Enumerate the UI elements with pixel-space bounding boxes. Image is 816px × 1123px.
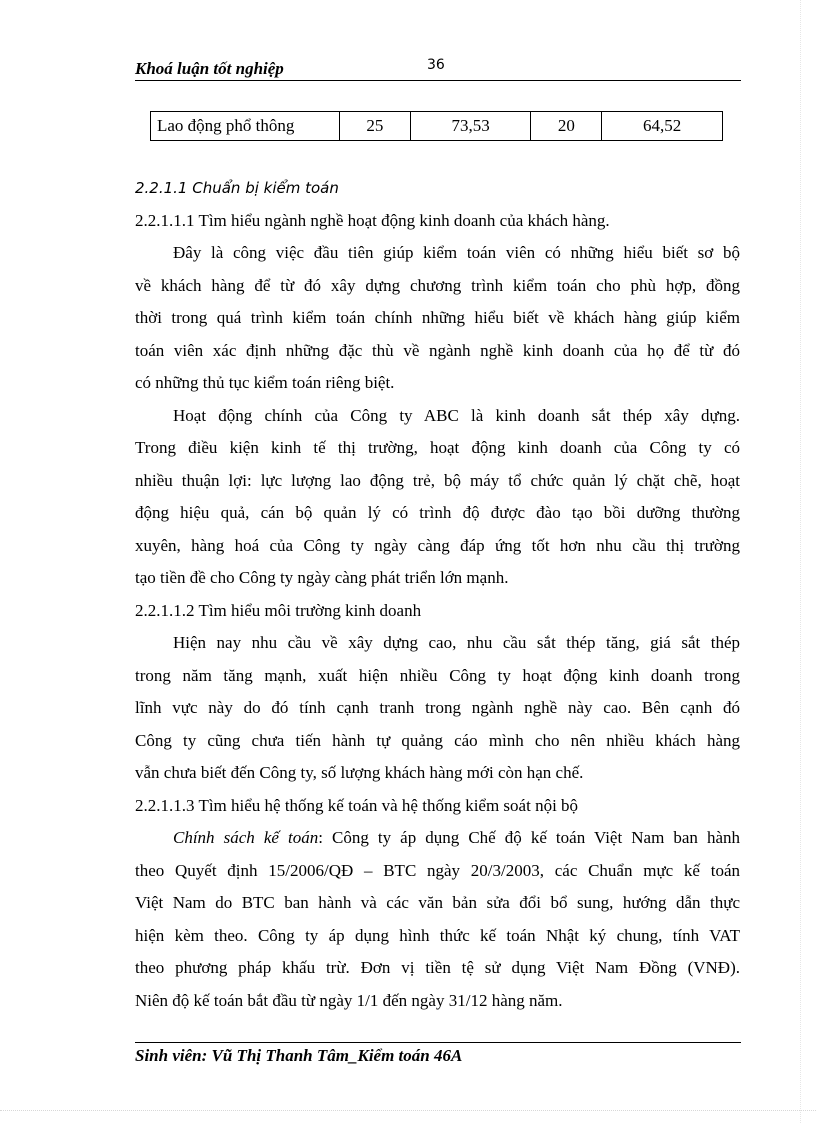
table-cell: Lao động phổ thông	[151, 112, 340, 141]
text-line: xuyên, hàng hoá của Công ty ngày càng đáp ứng tốt hơn nhu cầu thị trường	[135, 535, 740, 555]
page-number: 36	[427, 57, 445, 73]
text-line: nhiều thuận lợi: lực lượng lao động trẻ, bộ máy tổ chức quản lý chặt chẽ, hoạt	[135, 470, 740, 490]
table-row	[151, 112, 723, 141]
table-cell: 73,53	[410, 112, 531, 141]
text-line: theo phương pháp khấu trừ. Đơn vị tiền tệ sử dụng Việt Nam Đồng (VNĐ).	[135, 958, 740, 977]
text-line: vẫn chưa biết đến Công ty, số lượng khách hàng mới còn hạn chế.	[135, 763, 584, 782]
table-cell: 25	[340, 112, 411, 141]
text-line: Công ty cũng chưa tiến hành tự quảng cáo mình cho nên nhiều khách hàng	[135, 730, 740, 750]
footer-divider	[135, 1042, 741, 1043]
text-line: tạo tiền đề cho Công ty ngày càng phát triển lớn mạnh.	[135, 568, 509, 587]
labor-table	[150, 111, 723, 141]
text-line: động hiệu quả, cán bộ quản lý có trình độ được đào tạo bồi dưỡng thường	[135, 503, 740, 522]
text-line	[135, 826, 740, 859]
text-line: Niên độ kế toán bắt đầu từ ngày 1/1 đến ngày 31/12 hàng năm.	[135, 990, 563, 1010]
heading-business-environment: 2.2.1.1.2 Tìm hiểu môi trường kinh doanh	[135, 600, 422, 620]
text-line: về khách hàng để từ đó xây dựng chương trình kiểm toán cho phù hợp, đồng	[135, 275, 740, 295]
heading-accounting-system: 2.2.1.1.3 Tìm hiểu hệ thống kế toán và hệ thống kiểm soát nội bộ	[135, 795, 579, 815]
header-title: Khoá luận tốt nghiệp	[135, 59, 284, 78]
page-footer: Sinh viên: Vũ Thị Thanh Tâm_Kiểm toán 46A	[135, 1046, 463, 1065]
table-cell: 64,52	[602, 112, 723, 141]
text-line: có những thủ tục kiểm toán riêng biệt.	[135, 373, 395, 392]
paragraph-business-environment	[135, 631, 740, 794]
page-edge-dotted-line-vertical	[800, 0, 801, 1123]
paragraph-accounting-policy	[135, 826, 740, 1021]
table-cell: 20	[531, 112, 602, 141]
heading-business-line: 2.2.1.1.1 Tìm hiểu ngành nghề hoạt động kinh doanh của khách hàng.	[135, 210, 610, 230]
text-line: thời trong quá trình kiểm toán chính những hiểu biết về khách hàng giúp kiểm	[135, 308, 740, 327]
text-line: Việt Nam do BTC ban hành và các văn bản sửa đổi bổ sung, hướng dẫn thực	[135, 893, 740, 912]
accounting-policy-lead: Chính sách kế toán	[173, 828, 319, 847]
text-line: Hiện nay nhu cầu về xây dựng cao, nhu cầu sắt thép tăng, giá sắt thép	[173, 633, 740, 652]
accounting-policy-rest: : Công ty áp dụng Chế độ kế toán Việt Nam ban hành	[318, 828, 740, 847]
section-title: 2.2.1.1 Chuẩn bị kiểm toán	[135, 179, 339, 197]
page-header	[135, 56, 741, 81]
text-line: lĩnh vực này do đó tính cạnh tranh trong ngành nghề này cao. Bên cạnh đó	[135, 698, 740, 717]
text-line: toán viên xác định những đặc thù về ngành nghề kinh doanh của họ để từ đó	[135, 340, 740, 360]
paragraph-company-activity	[135, 404, 740, 599]
page-edge-dotted-line	[0, 1110, 816, 1111]
text-line: Hoạt động chính của Công ty ABC là kinh doanh sắt thép xây dựng.	[173, 405, 740, 425]
text-line: trong năm tăng mạnh, xuất hiện nhiều Công ty hoạt động kinh doanh trong	[135, 665, 740, 685]
paragraph-business-overview	[135, 241, 740, 404]
text-line: Đây là công việc đầu tiên giúp kiểm toán viên có những hiểu biết sơ bộ	[173, 243, 740, 262]
text-line: Trong điều kiện kinh tế thị trường, hoạt động kinh doanh của Công ty có	[135, 438, 740, 457]
document-body	[135, 176, 740, 1021]
text-line: theo Quyết định 15/2006/QĐ – BTC ngày 20/3/2003, các Chuẩn mực kế toán	[135, 860, 740, 880]
text-line: hiện kèm theo. Công ty áp dụng hình thức kế toán Nhật ký chung, tính VAT	[135, 925, 740, 945]
